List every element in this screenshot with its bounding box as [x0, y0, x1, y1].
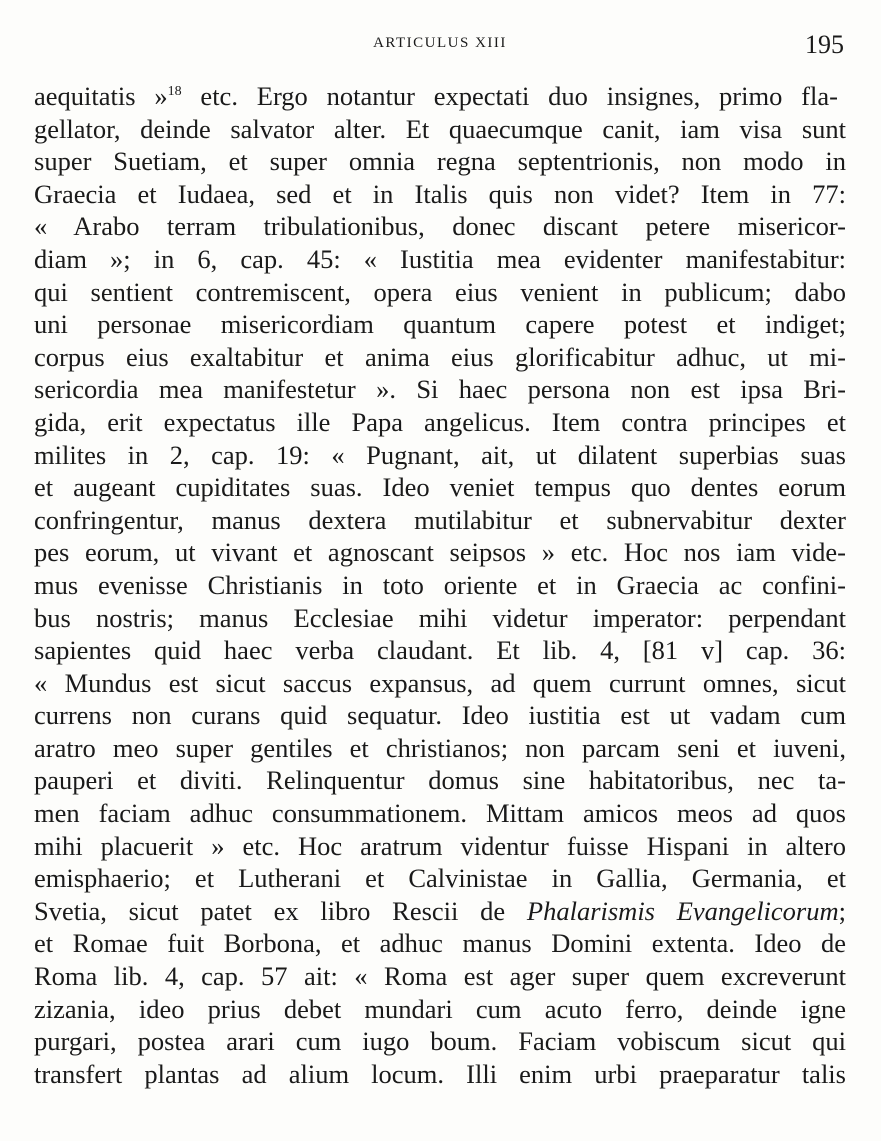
text-line: pauperi et diviti. Relinquentur domus sine habitatoribus, nec ta- [34, 765, 846, 796]
text-line: mihi placuerit » etc. Hoc aratrum videntur fuisse Hispani in altero [34, 830, 846, 861]
text-line: men faciam adhuc consummationem. Mittam amicos meos ad quos [34, 798, 846, 829]
text-line: purgari, postea arari cum iugo boum. Faciam vobiscum sicut qui [34, 1026, 846, 1057]
text-line: milites in 2, cap. 19: « Pugnant, ait, ut dilatent superbias suas [34, 439, 846, 470]
text-line: Graecia et Iudaea, sed et in Italis quis non videt? Item in 77: [34, 178, 846, 209]
text-line [34, 80, 846, 113]
text-line: mus evenisse Christianis in toto oriente et in Graecia ac confini- [34, 569, 846, 600]
text-line: uni personae misericordiam quantum capere potest et indiget; [34, 309, 846, 340]
text-segment: aequitatis » [34, 81, 168, 111]
text-line: gida, erit expectatus ille Papa angelicus. Item contra principes et [34, 406, 846, 437]
text-line: diam »; in 6, cap. 45: « Iustitia mea evidenter manifestabitur: [34, 243, 846, 274]
text-segment: ; [838, 895, 846, 926]
text-segment: Svetia, sicut patet ex libro Rescii de [34, 895, 527, 926]
body-text [34, 80, 846, 1090]
text-line: « Mundus est sicut saccus expansus, ad quem currunt omnes, sicut [34, 667, 846, 698]
text-line: zizania, ideo prius debet mundari cum acuto ferro, deinde igne [34, 993, 846, 1024]
text-line: corpus eius exaltabitur et anima eius glorificabitur adhuc, ut mi- [34, 341, 846, 372]
text-line: et augeant cupiditates suas. Ideo veniet tempus quo dentes eorum [34, 472, 846, 503]
text-line: gellator, deinde salvator alter. Et quaecumque canit, iam visa sunt [34, 113, 846, 144]
text-line: Roma lib. 4, cap. 57 ait: « Roma est ager super quem excreverunt [34, 961, 846, 992]
text-line: pes eorum, ut vivant et agnoscant seipsos » etc. Hoc nos iam vide- [34, 537, 846, 568]
running-title: ARTICULUS XIII [373, 35, 507, 51]
text-line: aratro meo super gentiles et christianos; non parcam seni et iuveni, [34, 732, 846, 763]
text-line: sericordia mea manifestetur ». Si haec persona non est ipsa Bri- [34, 374, 846, 405]
text-line: super Suetiam, et super omnia regna septentrionis, non modo in [34, 146, 846, 177]
running-head [34, 32, 846, 58]
text-line: sapientes quid haec verba claudant. Et lib. 4, [81 v] cap. 36: [34, 635, 846, 666]
text-line: emisphaerio; et Lutherani et Calvinistae in Gallia, Germania, et [34, 863, 846, 894]
text-line: confringentur, manus dextera mutilabitur et subnervabitur dexter [34, 504, 846, 535]
text-line: et Romae fuit Borbona, et adhuc manus Domini extenta. Ideo de [34, 928, 846, 959]
text-segment: etc. Ergo notantur expectati duo insignes, primo fla- [181, 81, 838, 111]
text-line: « Arabo terram tribulationibus, donec discant petere misericor- [34, 211, 846, 242]
text-line: transfert plantas ad alium locum. Illi enim urbi praeparatur talis [34, 1058, 846, 1089]
page-number: 195 [805, 30, 844, 59]
book-title-italic: Phalarismis Evangelicorum [526, 895, 839, 926]
footnote-reference: 18 [167, 84, 182, 99]
text-line [34, 895, 846, 928]
text-line: qui sentient contremiscent, opera eius venient in publicum; dabo [34, 276, 846, 307]
text-line: currens non curans quid sequatur. Ideo iustitia est ut vadam cum [34, 700, 846, 731]
text-line: bus nostris; manus Ecclesiae mihi videtur imperator: perpendant [34, 602, 846, 633]
